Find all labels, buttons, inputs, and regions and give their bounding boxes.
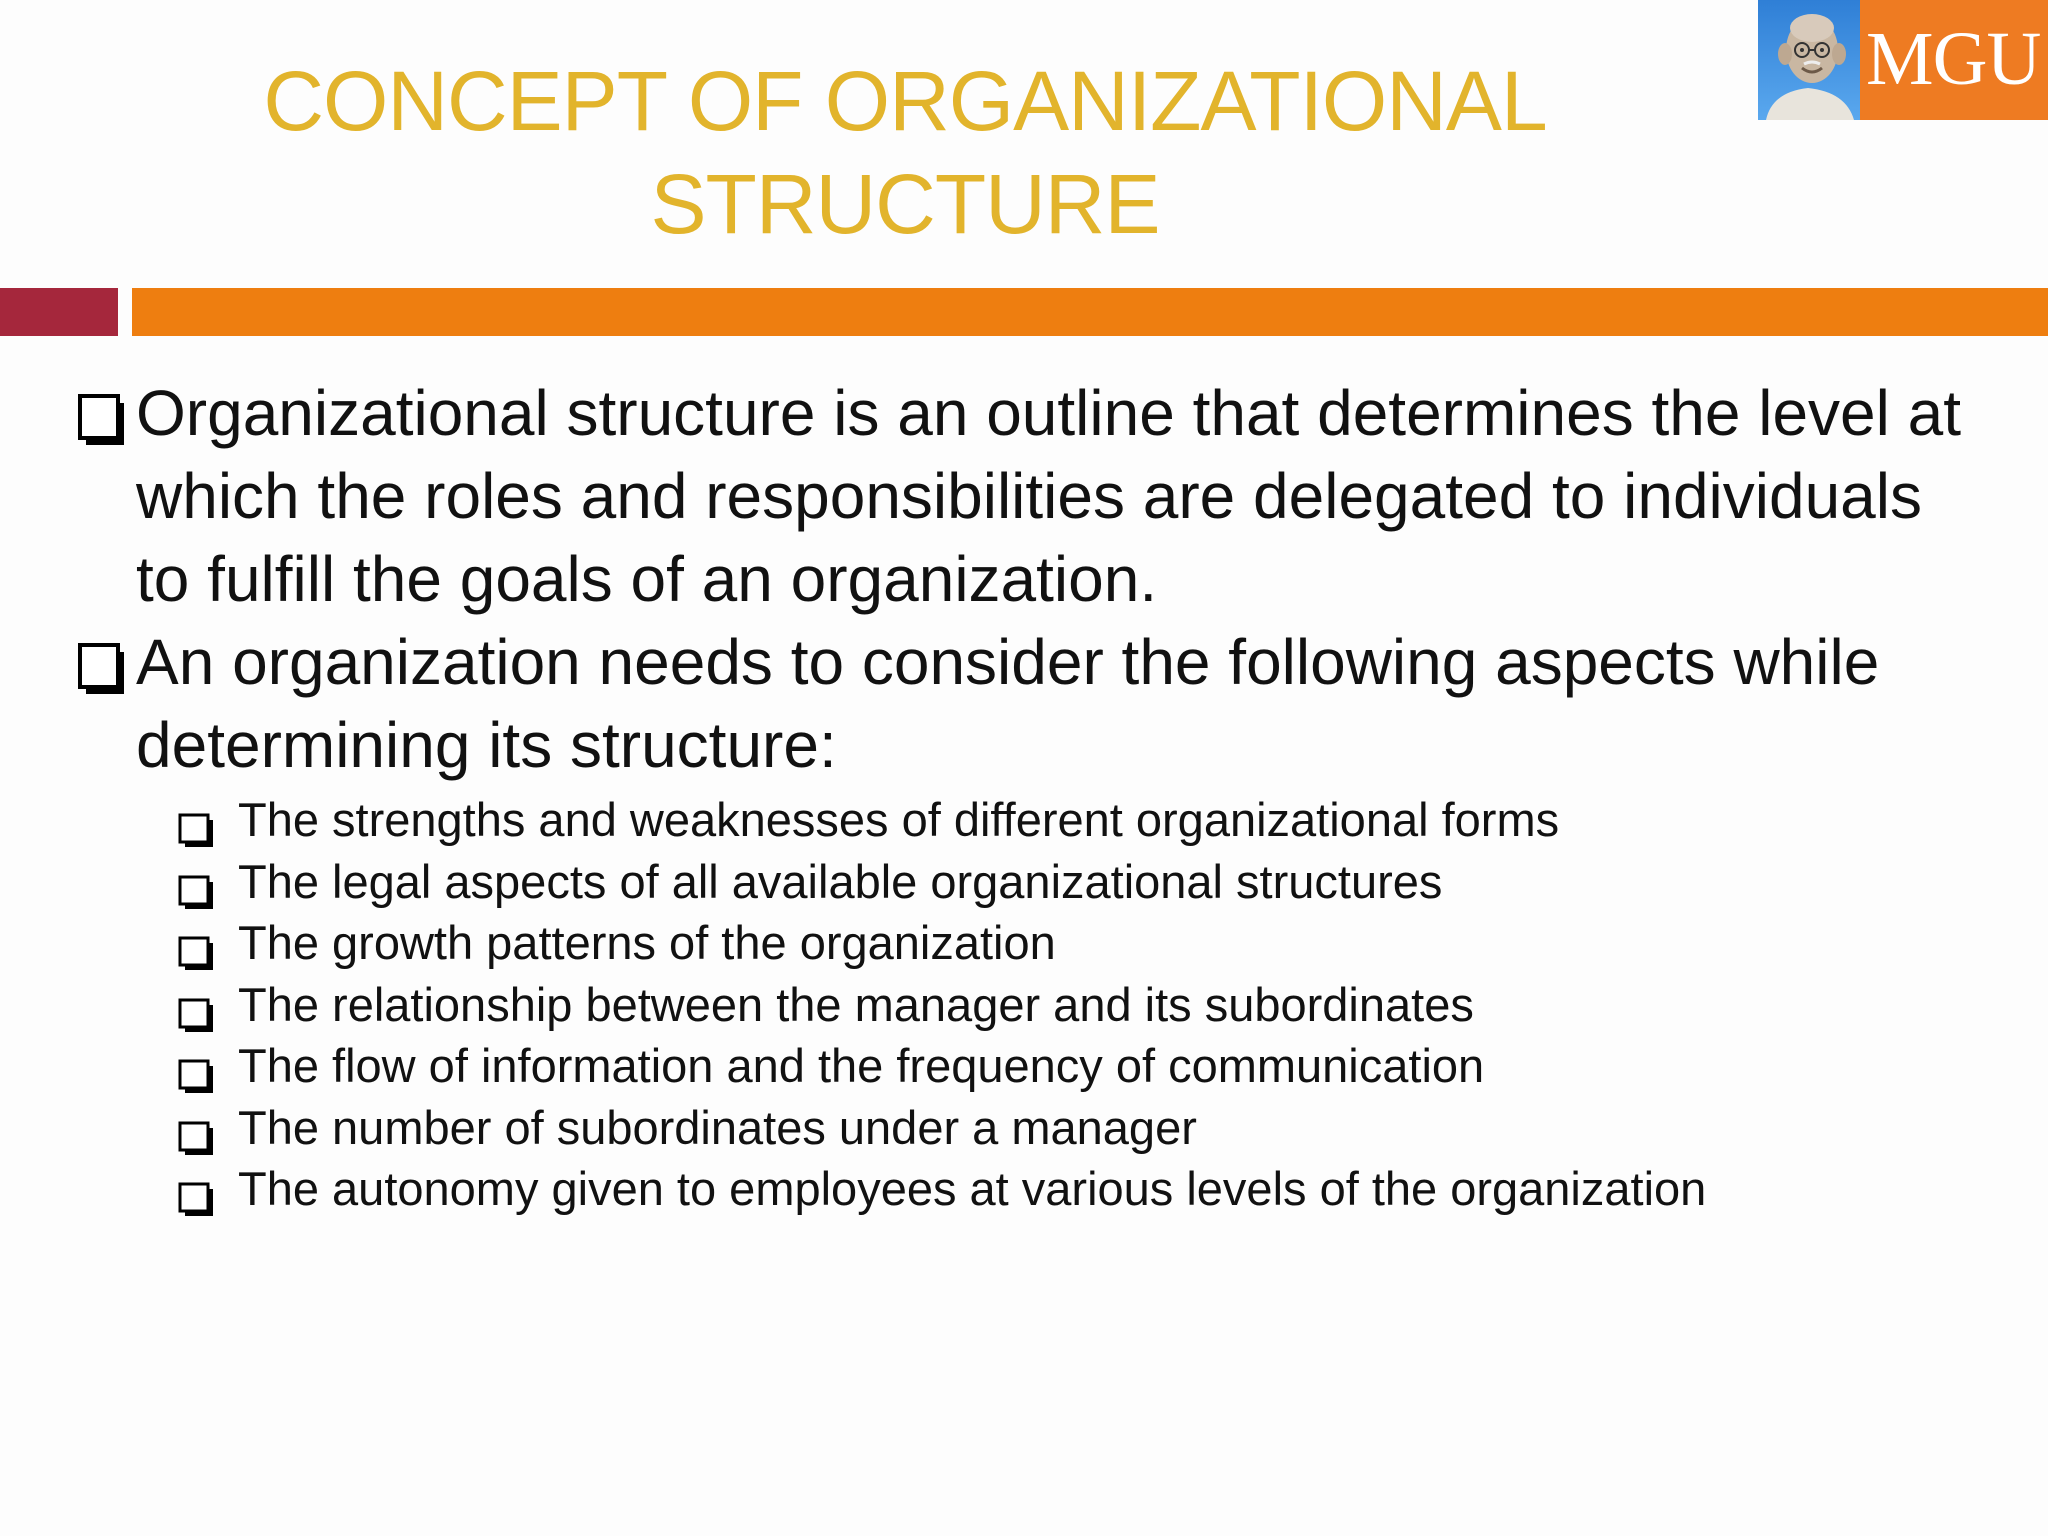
sub-bullet-text: The strengths and weaknesses of different organizational forms bbox=[238, 793, 1560, 846]
mgu-logo bbox=[1758, 0, 2048, 120]
checkbox-bullet-icon bbox=[178, 987, 216, 1023]
sub-bullet-item bbox=[74, 1097, 1974, 1159]
sub-bullet-text: The relationship between the manager and its subordinates bbox=[238, 977, 1474, 1031]
sub-bullet-text: The growth patterns of the organization bbox=[238, 916, 1056, 969]
bullet-item bbox=[74, 372, 1974, 621]
checkbox-bullet-icon bbox=[178, 1110, 216, 1146]
checkbox-bullet-icon bbox=[178, 1048, 216, 1084]
portrait-icon bbox=[1758, 0, 1860, 120]
slide-title bbox=[160, 50, 1650, 256]
bullet-text: An organization needs to consider the following aspects while determining its structure: bbox=[136, 626, 1880, 781]
sub-bullet-text: The autonomy given to employees at various levels of the organization bbox=[238, 1162, 1707, 1215]
title-line-2: STRUCTURE bbox=[650, 157, 1160, 251]
sub-bullet-item bbox=[74, 851, 1974, 913]
checkbox-bullet-icon bbox=[78, 635, 128, 691]
accent-bar-left bbox=[0, 288, 118, 336]
sub-bullet-item bbox=[74, 789, 1974, 851]
sub-bullet-text: The flow of information and the frequency of communication bbox=[238, 1039, 1485, 1092]
sub-bullet-item bbox=[74, 1158, 1974, 1220]
slide-content bbox=[74, 372, 1974, 1220]
checkbox-bullet-icon bbox=[178, 1171, 216, 1207]
title-line-1: CONCEPT OF ORGANIZATIONAL bbox=[263, 54, 1547, 148]
checkbox-bullet-icon bbox=[178, 864, 216, 900]
sub-bullet-item bbox=[74, 912, 1974, 974]
checkbox-bullet-icon bbox=[78, 386, 128, 442]
bullet-item bbox=[74, 621, 1974, 787]
sub-bullet-item bbox=[74, 1035, 1974, 1097]
sub-bullet-text: The legal aspects of all available organizational structures bbox=[238, 854, 1443, 908]
sub-bullet-text: The number of subordinates under a manager bbox=[238, 1100, 1197, 1154]
accent-bar-right bbox=[132, 288, 2048, 336]
bullet-text: Organizational structure is an outline that determines the level at which the roles and responsibilities are delegated to individuals to fulfill the goals of an organization. bbox=[136, 377, 1961, 615]
sub-bullet-list bbox=[74, 789, 1974, 1220]
checkbox-bullet-icon bbox=[178, 925, 216, 961]
sub-bullet-item bbox=[74, 974, 1974, 1036]
logo-text: MGU bbox=[1866, 17, 2041, 101]
checkbox-bullet-icon bbox=[178, 802, 216, 838]
logo-text-box bbox=[1860, 0, 2048, 120]
